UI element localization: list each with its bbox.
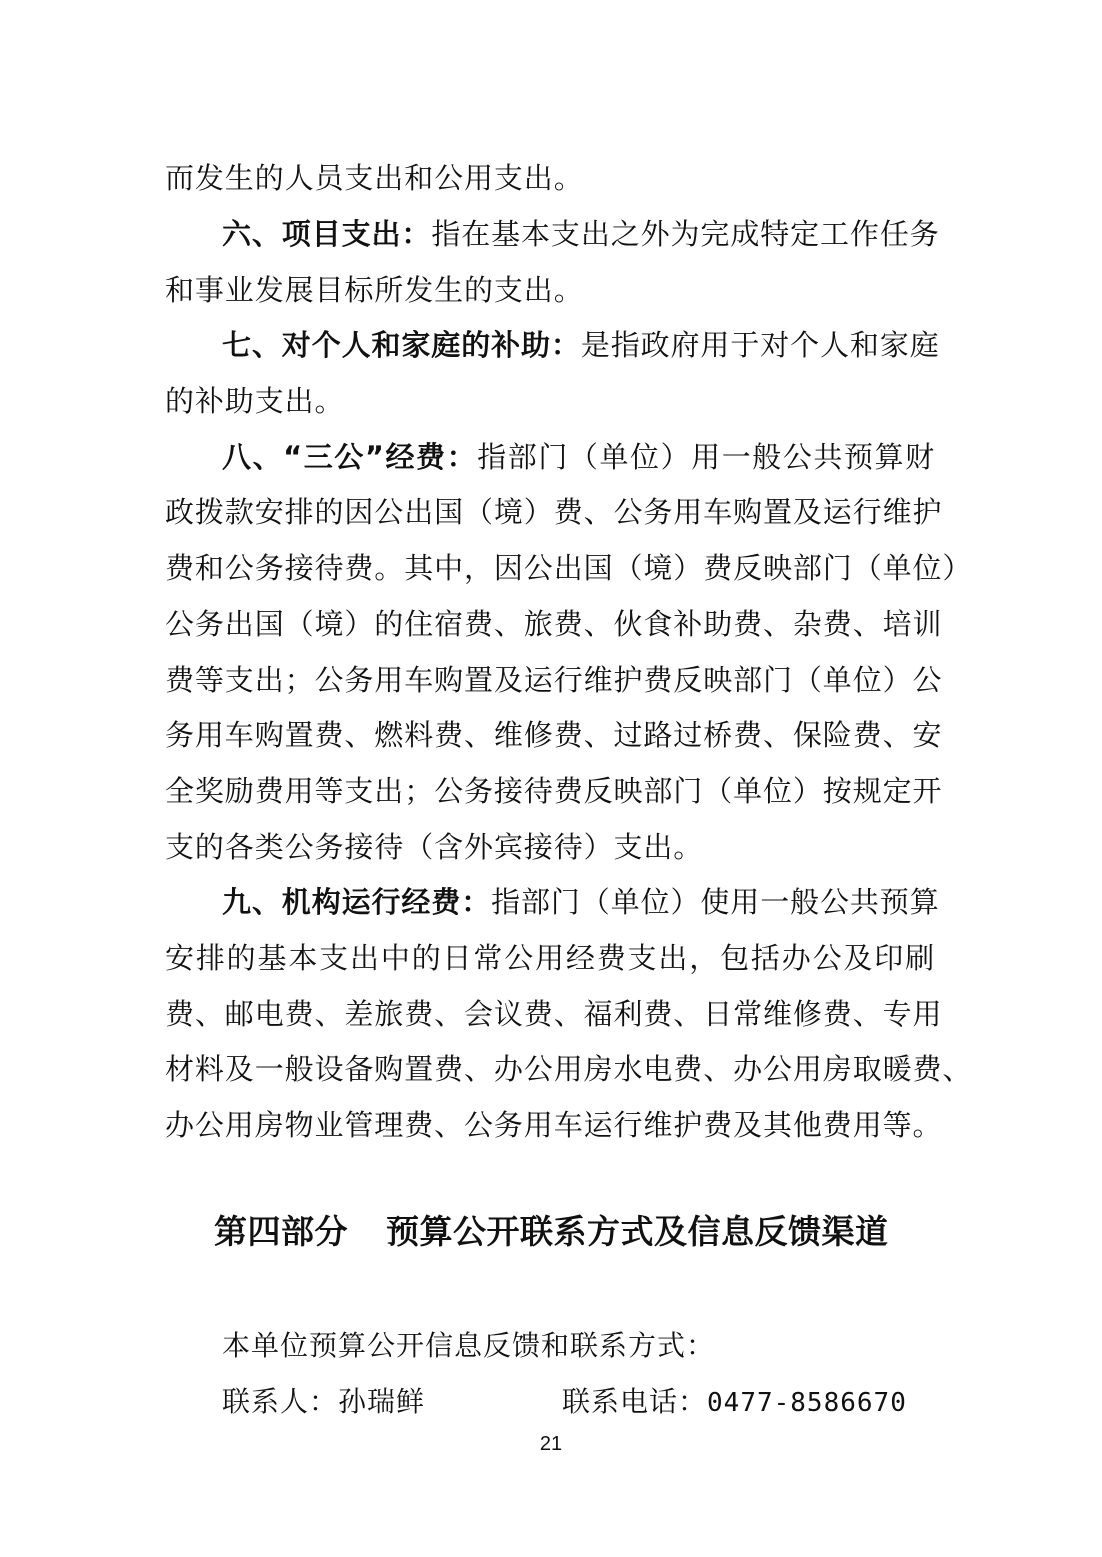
term-three-public-expenses: 八、“三公”经费：: [222, 440, 478, 474]
paragraph-8-text: 指部门（单位）用一般公共预算财: [477, 440, 935, 474]
paragraph-9-text: 指部门（单位）使用一般公共预算: [491, 885, 940, 919]
term-household-subsidy: 七、对个人和家庭的补助：: [222, 328, 581, 362]
term-operating-expenses: 九、机构运行经费：: [222, 885, 492, 919]
contact-intro: 本单位预算公开信息反馈和联系方式：: [222, 1329, 716, 1362]
paragraph-8-line-4: 公务出国（境）的住宿费、旅费、伙食补助费、杂费、培训: [165, 607, 943, 641]
paragraph-9-line-1: [222, 884, 940, 920]
contact-phone: [562, 1384, 907, 1421]
paragraph-9-line-5: 办公用房物业管理费、公务用车运行维护费及其他费用等。: [165, 1108, 943, 1142]
page-number: 21: [539, 1433, 563, 1455]
contact-phone-label: 联系电话：: [562, 1385, 708, 1418]
contact-phone-number: 0477-8586670: [707, 1388, 907, 1418]
section-part-label: 第四部分: [214, 1212, 348, 1251]
paragraph-9-line-3: 费、邮电费、差旅费、会议费、福利费、日常维修费、专用: [165, 997, 943, 1031]
paragraph-7-text: 是指政府用于对个人和家庭: [580, 328, 940, 362]
paragraph-8-line-6: 务用车购置费、燃料费、维修费、过路过桥费、保险费、安: [165, 718, 943, 752]
paragraph-8-line-1: [222, 439, 935, 475]
paragraph-8-line-5: 费等支出；公务用车购置及运行维护费反映部门（单位）公: [165, 663, 943, 697]
paragraph-5-tail: 而发生的人员支出和公用支出。: [165, 161, 584, 195]
paragraph-8-line-7: 全奖励费用等支出；公务接待费反映部门（单位）按规定开: [165, 774, 943, 808]
section-title: 预算公开联系方式及信息反馈渠道: [386, 1212, 889, 1251]
paragraph-7-line-2: 的补助支出。: [165, 384, 345, 418]
paragraph-8-line-8: 支的各类公务接待（含外宾接待）支出。: [165, 830, 704, 864]
paragraph-7-line-1: [222, 327, 940, 363]
section-heading: [214, 1212, 889, 1252]
contact-person: [222, 1384, 425, 1420]
paragraph-9-line-2: 安排的基本支出中的日常公用经费支出，包括办公及印刷: [165, 941, 935, 975]
paragraph-9-line-4: 材料及一般设备购置费、办公用房水电费、办公用房取暖费、: [165, 1052, 973, 1086]
contact-person-label: 联系人：: [222, 1385, 339, 1418]
paragraph-6-line-1: [222, 216, 940, 252]
paragraph-6-line-2: 和事业发展目标所发生的支出。: [165, 273, 584, 307]
paragraph-8-line-2: 政拨款安排的因公出国（境）费、公务用车购置及运行维护: [165, 495, 943, 529]
term-project-expenditure: 六、项目支出：: [222, 217, 432, 251]
paragraph-6-text: 指在基本支出之外为完成特定工作任务: [431, 217, 940, 251]
paragraph-8-line-3: 费和公务接待费。其中，因公出国（境）费反映部门（单位）: [165, 551, 973, 585]
contact-person-name: 孙瑞鲜: [338, 1385, 426, 1418]
